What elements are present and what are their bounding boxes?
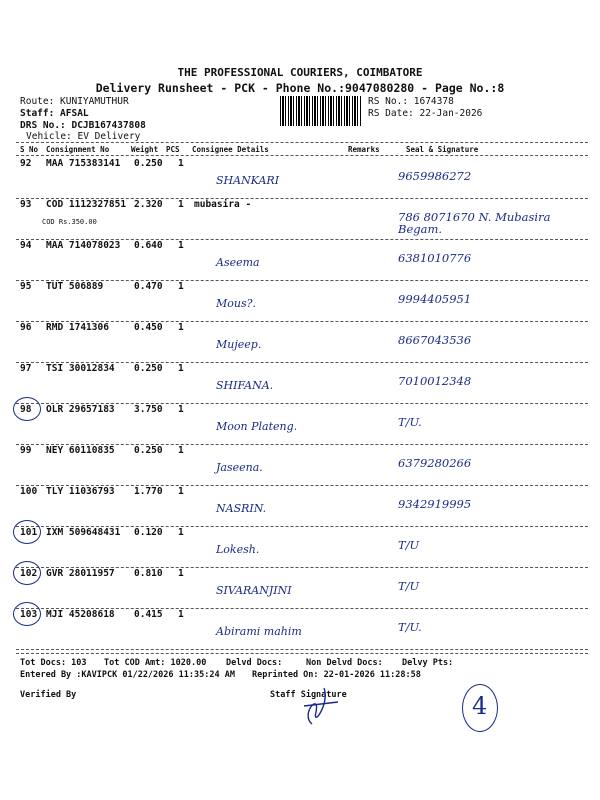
- divider: [16, 653, 588, 654]
- row-consignment: MAA 715383141: [46, 158, 121, 169]
- row-handwritten-name: SIVARANJINI: [216, 584, 292, 597]
- row-pcs: 1: [178, 363, 184, 374]
- row-pcs: 1: [178, 568, 184, 579]
- drs-number: DRS No.: DCJB167437808: [20, 120, 146, 131]
- sno-circle: [13, 397, 41, 421]
- row-weight: 0.640: [134, 240, 163, 251]
- row-consignment: COD 1112327851: [46, 199, 127, 210]
- row-handwritten-name: Mous?.: [216, 297, 257, 310]
- row-sno: 97: [20, 363, 32, 374]
- row-handwritten-signature: 9994405951: [398, 292, 472, 306]
- row-consignment: MJI 45208618: [46, 609, 115, 620]
- row-consignment: TLY 11036793: [46, 486, 115, 497]
- non-delvd-docs: Non Delvd Docs:: [306, 658, 383, 668]
- row-handwritten-signature: T/U: [398, 579, 420, 593]
- row-handwritten-name: Jaseena.: [216, 461, 263, 474]
- row-pcs: 1: [178, 404, 184, 415]
- row-handwritten-signature: T/U.: [398, 620, 422, 634]
- row-sno: 99: [20, 445, 32, 456]
- entered-by: Entered By :KAVIPCK 01/22/2026 11:35:24 AM: [20, 670, 235, 680]
- col-seal: Seal & Signature: [406, 145, 479, 154]
- vehicle-label: Vehicle: EV Delivery: [26, 131, 141, 142]
- row-pcs: 1: [178, 158, 184, 169]
- runsheet-title: Delivery Runsheet - PCK - Phone No.:9047080280 - Page No.:8: [95, 81, 505, 95]
- divider: [16, 142, 588, 143]
- route-label: Route: KUNIYAMUTHUR: [20, 96, 129, 107]
- row-weight: 2.320: [134, 199, 163, 210]
- row-handwritten-name: Abirami mahim: [216, 625, 302, 638]
- row-weight: 0.250: [134, 445, 163, 456]
- col-weight: Weight: [131, 145, 159, 154]
- row-handwritten-name: NASRIN.: [216, 502, 267, 515]
- row-pcs: 1: [178, 281, 184, 292]
- row-weight: 0.415: [134, 609, 163, 620]
- staff-signature-mark: [290, 684, 350, 732]
- row-handwritten-name: Lokesh.: [216, 543, 260, 556]
- row-weight: 3.750: [134, 404, 163, 415]
- row-handwritten-name: Mujeep.: [216, 338, 262, 351]
- row-sno: 94: [20, 240, 32, 251]
- row-handwritten-signature: 7010012348: [398, 374, 472, 388]
- barcode: [280, 96, 362, 126]
- row-consignment: TSI 30012834: [46, 363, 115, 374]
- row-weight: 0.120: [134, 527, 163, 538]
- row-sno: 93: [20, 199, 32, 210]
- col-consignment: Consignment No: [46, 145, 110, 154]
- rs-date: RS Date: 22-Jan-2026: [368, 108, 483, 119]
- row-handwritten-signature: 6379280266: [398, 456, 472, 470]
- row-consignment: OLR 29657183: [46, 404, 115, 415]
- row-handwritten-name: SHANKARI: [216, 174, 280, 187]
- tot-cod: Tot COD Amt: 1020.00: [104, 658, 207, 668]
- row-handwritten-name: SHIFANA.: [216, 379, 274, 392]
- row-consignment: MAA 714078023: [46, 240, 121, 251]
- row-weight: 0.450: [134, 322, 163, 333]
- row-sno: 101: [20, 527, 38, 538]
- row-consignment: IXM 509648431: [46, 527, 121, 538]
- row-weight: 0.250: [134, 158, 163, 169]
- staff-label: Staff: AFSAL: [20, 108, 89, 119]
- rs-number: RS No.: 1674378: [368, 96, 454, 107]
- row-weight: 0.470: [134, 281, 163, 292]
- row-consignment: GVR 28011957: [46, 568, 115, 579]
- row-pcs: 1: [178, 527, 184, 538]
- row-handwritten-signature: T/U.: [398, 415, 422, 429]
- row-pcs: 1: [178, 322, 184, 333]
- row-handwritten-signature: 8667043536: [398, 333, 472, 347]
- row-handwritten-signature: 6381010776: [398, 251, 472, 265]
- row-sno: 95: [20, 281, 32, 292]
- row-consignment: NEY 60110835: [46, 445, 115, 456]
- sno-circle: [13, 520, 41, 544]
- row-weight: 1.770: [134, 486, 163, 497]
- delvd-docs: Delvd Docs:: [226, 658, 283, 668]
- col-pcs: PCS: [166, 145, 180, 154]
- row-handwritten-signature: 9659986272: [398, 169, 472, 183]
- verified-by: Verified By: [20, 690, 77, 700]
- company-title: THE PROFESSIONAL COURIERS, COIMBATORE: [177, 66, 423, 79]
- row-consignee: mubasira -: [194, 199, 252, 210]
- row-consignment: TUT 506889: [46, 281, 104, 292]
- row-pcs: 1: [178, 199, 184, 210]
- row-pcs: 1: [178, 486, 184, 497]
- row-handwritten-name: Moon Plateng.: [216, 420, 298, 433]
- row-weight: 0.810: [134, 568, 163, 579]
- tot-docs: Tot Docs: 103: [20, 658, 87, 668]
- row-handwritten-signature: 786 8071670 N. Mubasira Begam.: [398, 210, 551, 236]
- row-handwritten-signature: 9342919995: [398, 497, 472, 511]
- row-pcs: 1: [178, 609, 184, 620]
- col-remarks: Remarks: [348, 145, 380, 154]
- col-sno: S No: [20, 145, 39, 154]
- row-pcs: 1: [178, 445, 184, 456]
- row-weight: 0.250: [134, 363, 163, 374]
- col-consignee: Consignee Details: [192, 145, 269, 154]
- row-sno: 92: [20, 158, 32, 169]
- divider: [16, 155, 588, 156]
- delvy-pts: Delvy Pts:: [402, 658, 454, 668]
- row-divider: [16, 649, 588, 650]
- row-sno: 96: [20, 322, 32, 333]
- row-handwritten-signature: T/U: [398, 538, 420, 552]
- row-sno: 98: [20, 404, 32, 415]
- page-mark: 4: [472, 692, 488, 720]
- row-handwritten-name: Aseema: [216, 256, 260, 269]
- row-sno: 102: [20, 568, 38, 579]
- sno-circle: [13, 561, 41, 585]
- row-sno: 100: [20, 486, 38, 497]
- staff-signature-label: Staff Signature: [270, 690, 347, 700]
- row-consignment: RMD 1741306: [46, 322, 109, 333]
- sno-circle: [13, 602, 41, 626]
- row-cod-amount: COD Rs.350.00: [42, 218, 97, 226]
- row-sno: 103: [20, 609, 38, 620]
- reprinted-on: Reprinted On: 22-01-2026 11:28:58: [252, 670, 421, 680]
- row-pcs: 1: [178, 240, 184, 251]
